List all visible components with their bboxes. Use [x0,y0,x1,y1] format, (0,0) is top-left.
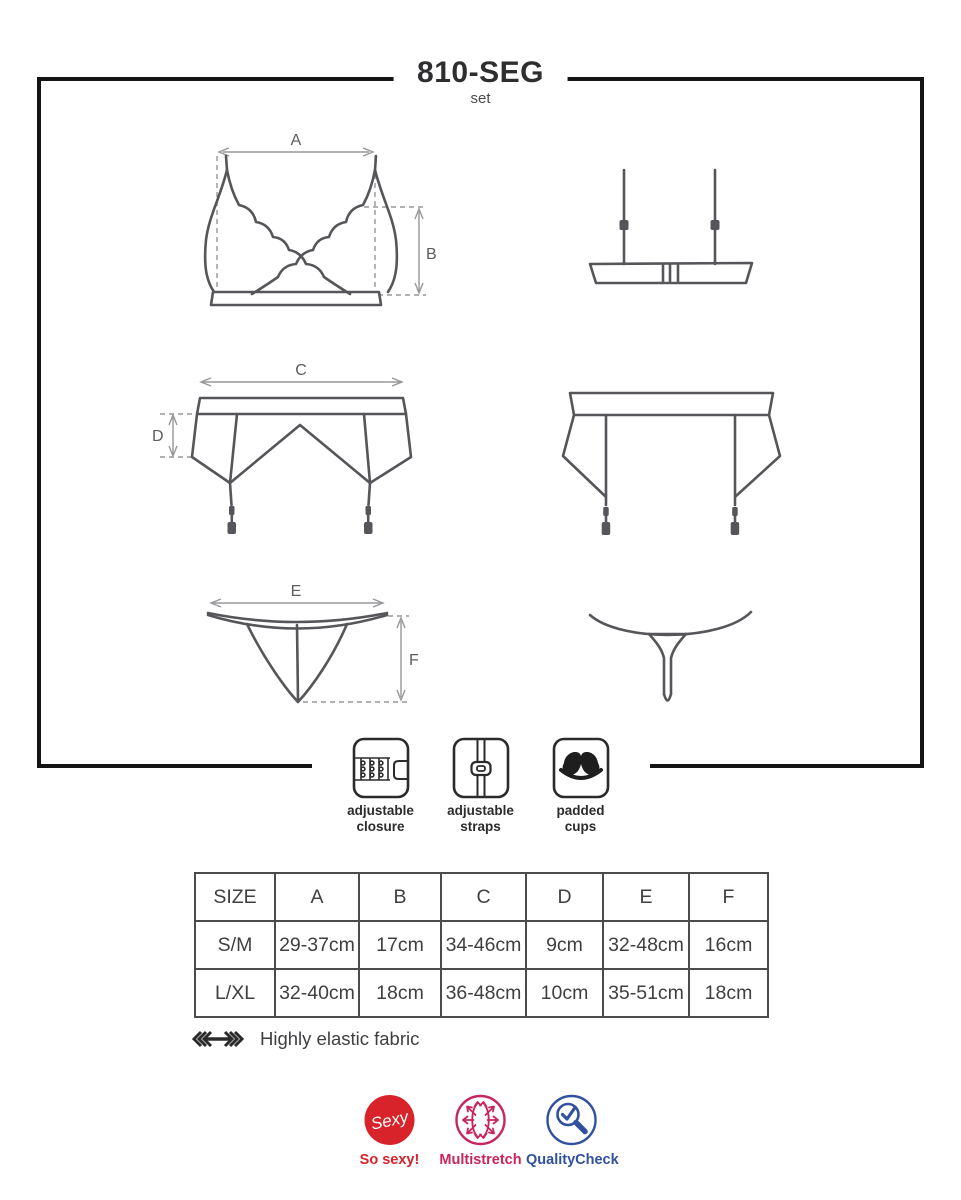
dimension-label-a: A [290,132,302,149]
sexy-script-text: Sexy [369,1107,411,1134]
value-cell: 10cm [526,969,603,1017]
badge-so-sexy [344,1094,435,1168]
table-header-row [195,873,768,921]
bra-front-drawing [178,130,440,322]
size-cell: S/M [195,921,275,969]
dimension-label-f: F [409,652,419,669]
value-cell: 17cm [359,921,441,969]
bra-back-drawing [568,158,773,293]
value-cell: 18cm [689,969,768,1017]
feature-label: padded cups [556,803,605,834]
feature-padded-cups [537,737,625,834]
column-header: SIZE [195,873,275,921]
value-cell: 34-46cm [441,921,526,969]
multistretch-icon [455,1094,507,1146]
size-table [194,872,769,1018]
elastic-fabric-note [192,1028,419,1050]
garter-front-drawing [148,363,440,541]
table-row [195,921,768,969]
value-cell: 36-48cm [441,969,526,1017]
qualitycheck-icon [546,1094,598,1146]
column-header: C [441,873,526,921]
adjustable-straps-icon [452,737,510,799]
value-cell: 32-48cm [603,921,689,969]
feature-label: adjustable straps [447,803,514,834]
dimension-label-e: E [290,585,302,600]
strap-adjuster-right [711,220,720,230]
badge-label: So sexy! [359,1152,420,1168]
value-cell: 9cm [526,921,603,969]
column-header: F [689,873,768,921]
stretch-arrow-icon [192,1028,244,1050]
garter-clips-back [602,507,740,535]
garter-clips-front [228,506,373,534]
value-cell: 16cm [689,921,768,969]
column-header: B [359,873,441,921]
value-cell: 32-40cm [275,969,359,1017]
column-header: E [603,873,689,921]
padded-cups-icon [552,737,610,799]
badge-qualitycheck [526,1094,617,1168]
badge-multistretch [435,1094,526,1168]
thong-front-drawing [185,585,437,715]
value-cell: 18cm [359,969,441,1017]
badge-label: Multistretch [439,1152,522,1168]
page-subtitle: set [470,90,491,107]
badge-label: QualityCheck [526,1152,619,1168]
dimension-label-c: C [295,363,307,379]
column-header: D [526,873,603,921]
elastic-fabric-label: Highly elastic fabric [260,1028,420,1049]
dimension-label-b: B [426,246,437,263]
value-cell: 29-37cm [275,921,359,969]
title-block [393,56,568,107]
thong-back-drawing [588,600,773,712]
page-title: 810-SEG [417,56,544,89]
garter-back-drawing [558,386,793,544]
feature-adjustable-closure [337,737,425,834]
value-cell: 35-51cm [603,969,689,1017]
sexy-badge-icon [364,1094,416,1146]
dimension-label-d: D [152,428,164,445]
feature-adjustable-straps [437,737,525,834]
size-cell: L/XL [195,969,275,1017]
feature-icons-row [312,737,650,834]
brand-badges-row [344,1094,617,1168]
column-header: A [275,873,359,921]
adjustable-closure-icon [352,737,410,799]
feature-label: adjustable closure [347,803,414,834]
table-row [195,969,768,1017]
strap-adjuster-left [620,220,629,230]
